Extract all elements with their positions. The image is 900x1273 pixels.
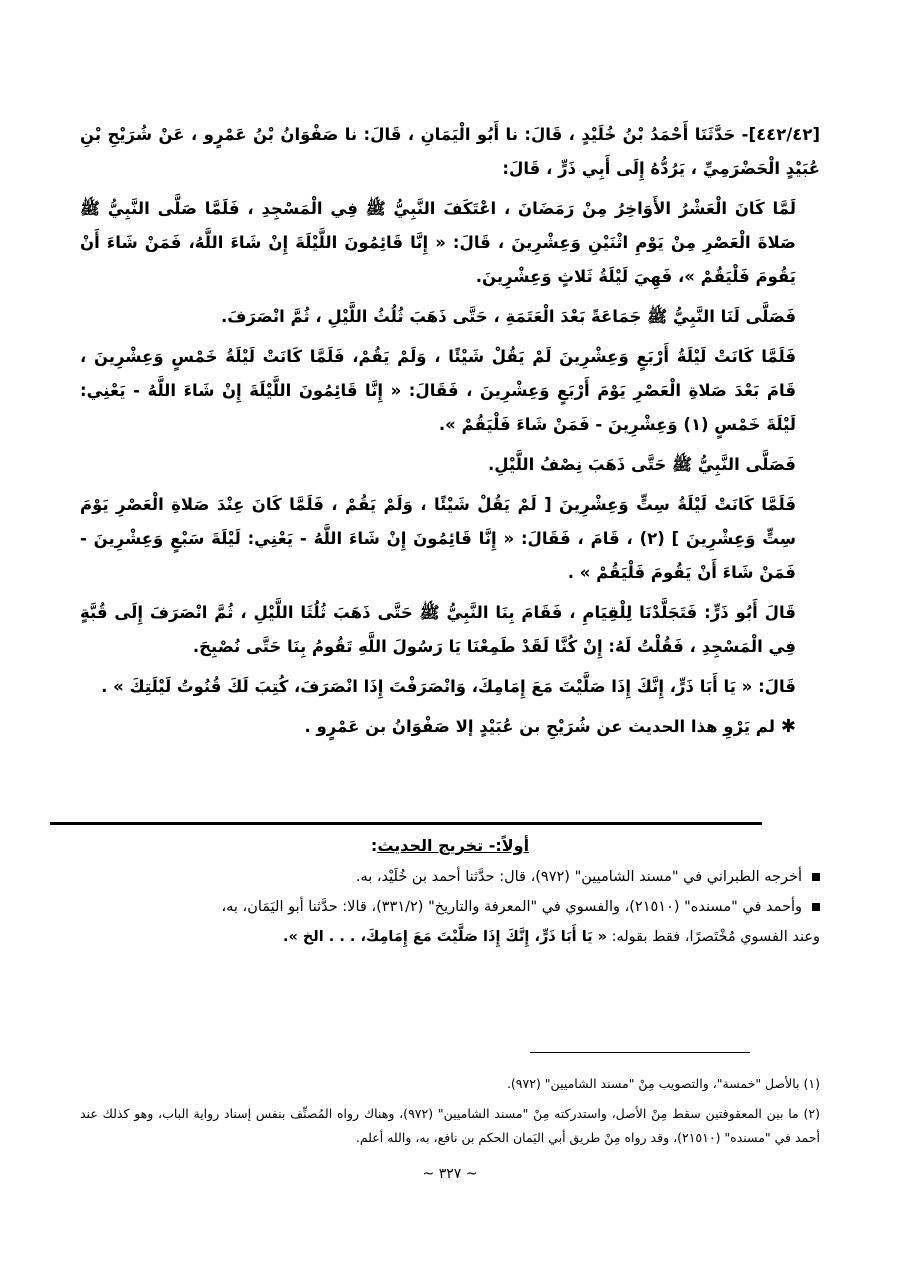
hadith-line-1: [٤٤٢/٤٢]- حَدَّثَنَا أَحْمَدُ بْنُ خُلَيْدٍ ، قَالَ: نا أَبُو الْيَمَانِ ، قَالَ: نا صَفْوَانُ بْنُ عَمْرٍو ، عَنْ شُرَيْحِ بْنِ عُبَيْدٍ الْحَضْرَمِيِّ ، يَرُدُّهُ إِلَى أَبِي ذَرٍّ ، قَالَ: bbox=[80, 125, 820, 178]
page-number: ~ ٣٢٧ ~ bbox=[422, 1166, 478, 1182]
takhrij-continuation-prefix: وعند الفسوي مُخْتَصرًا، فقط بقوله: bbox=[611, 929, 820, 945]
takhrij-section bbox=[80, 836, 820, 951]
takhrij-continuation-quote: « يَا أَبَا ذَرٍّ، إِنَّكَ إِذَا صَلَّيْتَ مَعَ إِمَامِكَ، . . . الخ ». bbox=[282, 929, 607, 945]
hadith-line-7: قَالَ أَبُو ذَرٍّ: فَتَجَلَّدْنَا لِلْقِيَامِ ، فَقَامَ بِنَا النَّبِيُّ ﷺ حَتَّى ذَهَبَ ثُلُثَا اللَّيْلِ ، ثُمَّ انْصَرَفَ إِلَى قُبَّةٍ فِي الْمَسْجِدِ ، فَقُلْتُ لَهُ: إِنْ كُنَّا لَقَدْ طَمِعْنَا يَا رَسُولَ اللَّهِ تَقُومُ بِنَا حَتَّى نُصْبِحَ. bbox=[80, 603, 796, 656]
hadith-body bbox=[80, 118, 820, 744]
footnote-divider bbox=[530, 1052, 750, 1053]
hadith-line-4: فَلَمَّا كَانَتْ لَيْلَةُ أَرْبَعٍ وَعِشْرِينَ لَمْ يَقُلْ شَيْئًا ، وَلَمْ يَقُمْ، فَلَمَّا كَانَتْ لَيْلَةُ خَمْسٍ وَعِشْرِينَ ، قَامَ بَعْدَ صَلاةِ الْعَصْرِ يَوْمَ أَرْبَعٍ وَعِشْرِينَ ، فَقَالَ: « إِنَّا قَائِمُونَ اللَّيْلَةَ إِنْ شَاءَ اللَّهُ - يَعْنِي: لَيْلَةَ خَمْسٍ (١) وَعِشْرِينَ - فَمَنْ شَاءَ فَلْيَقُمْ ». bbox=[80, 347, 796, 434]
takhrij-item-1 bbox=[80, 863, 820, 891]
hadith-note bbox=[80, 710, 820, 744]
takhrij-item-2 bbox=[80, 893, 820, 921]
hadith-line-2: لَمَّا كَانَ الْعَشْرُ الأَوَاخِرُ مِنْ رَمَضَانَ ، اعْتَكَفَ النَّبِيُّ ﷺ فِي الْمَسْجِدِ ، فَلَمَّا صَلَّى النَّبِيُّ ﷺ صَلاةَ الْعَصْرِ مِنْ يَوْمِ اثْنَيْنِ وَعِشْرِينَ ، قَالَ: « إِنَّا قَائِمُونَ اللَّيْلَةَ إِنْ شَاءَ اللَّهُ، فَمَنْ شَاءَ أَنْ يَقُومَ فَلْيَقُمْ »، فَهِيَ لَيْلَةُ ثَلاثٍ وَعِشْرِينَ. bbox=[80, 199, 796, 286]
footnote-1: (١) بالأصل "خمسة"، والتصويب مِنْ "مسند الشاميين" (٩٧٢). bbox=[506, 1076, 820, 1091]
square-bullet-icon bbox=[812, 873, 820, 881]
takhrij-item-text: أخرجه الطبراني في "مسند الشاميين" (٩٧٢)، قال: حدَّثنا أحمد بن خُلَيْد، به. bbox=[355, 869, 802, 885]
hadith-note-text: لم يَرْوِ هذا الحديث عن شُرَيْحِ بن عُبَيْدٍ إلا صَفْوَانُ بن عَمْرٍو . bbox=[304, 717, 775, 736]
takhrij-item-text: وأحمد في "مسنده" (٢١٥١٠)، والفسوي في "المعرفة والتاريخ" (٣٣١/٢)، قالا: حدَّثنا أبو اليَمَان، به، bbox=[221, 899, 802, 915]
hadith-line-5: فَصَلَّى النَّبِيُّ ﷺ حَتَّى ذَهَبَ نِصْفُ اللَّيْلِ. bbox=[487, 455, 796, 474]
takhrij-heading-text: أولاً:- تخريج الحديث bbox=[377, 836, 530, 855]
takhrij-heading-suffix: : bbox=[370, 836, 378, 855]
hadith-line-6: فَلَمَّا كَانَتْ لَيْلَةُ سِتٍّ وَعِشْرِينَ [ لَمْ يَقُلْ شَيْئًا ، وَلَمْ يَقُمْ ، فَلَمَّا كَانَ عِنْدَ صَلاةِ الْعَصْرِ يَوْمَ سِتٍّ وَعِشْرِينَ ] (٢) ، قَامَ ، فَقَالَ: « إِنَّا قَائِمُونَ إِنْ شَاءَ اللَّهُ - يَعْنِي: لَيْلَةَ سَبْعٍ وَعِشْرِينَ - فَمَنْ شَاءَ أَنْ يَقُومَ فَلْيَقُمْ » . bbox=[80, 495, 796, 582]
takhrij-list bbox=[80, 863, 820, 921]
takhrij-continuation bbox=[80, 923, 820, 951]
section-divider bbox=[50, 822, 762, 825]
asterisk-icon: ✱ bbox=[780, 716, 796, 737]
hadith-text bbox=[80, 118, 820, 750]
hadith-line-3: فَصَلَّى لَنَا النَّبِيُّ ﷺ جَمَاعَةً بَعْدَ الْعَتَمَةِ ، حَتَّى ذَهَبَ ثُلُثُ اللَّيْلِ ، ثُمَّ انْصَرَفَ. bbox=[220, 307, 796, 326]
takhrij-heading bbox=[80, 836, 820, 855]
footnotes bbox=[80, 1072, 820, 1156]
hadith-line-8: قَالَ: « يَا أَبَا ذَرٍّ، إِنَّكَ إِذَا صَلَّيْتَ مَعَ إِمَامِكَ، وَانْصَرَفْتَ إِذَا انْصَرَفَ، كُتِبَ لَكَ قُنُوتُ لَيْلَتِكَ » . bbox=[101, 677, 796, 696]
square-bullet-icon bbox=[812, 903, 820, 911]
footnote-2: (٢) ما بين المعقوفتين سقط مِنْ الأصل، واستدركته مِنْ "مسند الشاميين" (٩٧٢)، وهناك رواه المُصنِّف بنفس إسناد رواية الباب، وهو كذلك عند أحمد في "مسنده" (٢١٥١٠)، وقد رواه مِنْ طريق أبي اليَمان الحكم بن نافع، به، والله أعلم. bbox=[80, 1106, 820, 1145]
